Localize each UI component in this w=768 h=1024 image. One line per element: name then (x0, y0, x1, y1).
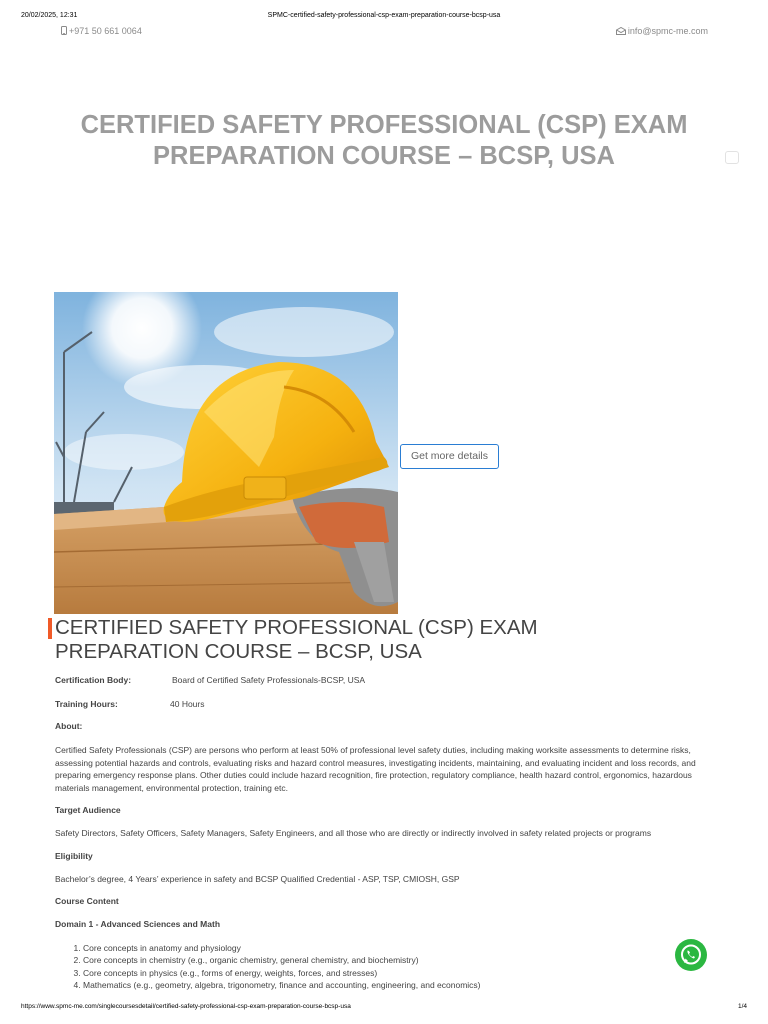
get-more-details-button[interactable]: Get more details (400, 444, 499, 469)
hero-image-hardhat (54, 292, 398, 614)
phone-icon (61, 26, 67, 35)
print-datetime: 20/02/2025, 12:31 (21, 12, 78, 19)
print-footer-page: 1/4 (737, 1003, 747, 1010)
list-item: 3. Core concepts in physics (e.g., forms of energy, weights, forces, and stresses) (83, 967, 481, 979)
chat-toggle-icon[interactable] (725, 151, 739, 164)
target-audience-text: Safety Directors, Safety Officers, Safety Managers, Safety Engineers, and all those who are directly or indirectly involved in safety related projects or programs (55, 828, 652, 838)
phone-number: +971 50 661 0064 (69, 26, 142, 36)
training-hours-label: Training Hours: (55, 699, 118, 709)
domain1-list (55, 942, 481, 991)
training-hours-value: 40 Hours (170, 699, 205, 709)
about-text: Certified Safety Professionals (CSP) are persons who perform at least 50% of professional level safety duties, including making worksite assessments to determine risks, assessing potential hazards and controls, evaluating risks and hazard control measures, investigating incidents, maintaining, and evaluating incident and loss records, and preparing emergency response plans. Other duties could include hazard recognition, fire protection, regulatory compliance, health hazard control, ergonomics, hazardous materials management, environmental protection, training etc. (55, 745, 696, 793)
eligibility-label: Eligibility (55, 851, 93, 861)
about-label: About: (55, 721, 83, 731)
print-footer-url: https://www.spmc-me.com/singlecoursesdetail/certified-safety-professional-csp-exam-preparation-course-bcsp-usa (21, 1003, 351, 1010)
course-content-label: Course Content (55, 896, 119, 906)
whatsapp-button[interactable] (675, 939, 707, 971)
email-contact[interactable] (616, 26, 708, 36)
target-audience-label: Target Audience (55, 805, 121, 815)
whatsapp-icon (675, 939, 707, 971)
email-address: info@spmc-me.com (627, 26, 708, 36)
list-item: 1. Core concepts in anatomy and physiology (83, 942, 481, 954)
hero-title: CERTIFIED SAFETY PROFESSIONAL (CSP) EXAM PREPARATION COURSE – BCSP, USA (80, 111, 688, 170)
certification-body-label: Certification Body: (55, 675, 132, 685)
list-item: 2. Core concepts in chemistry (e.g., organic chemistry, general chemistry, and biochemistry) (83, 954, 481, 966)
list-item: 4. Mathematics (e.g., geometry, algebra, trigonometry, finance and accounting, engineering, and economics) (83, 979, 481, 991)
title-accent-bar (48, 618, 52, 639)
domain1-label: Domain 1 - Advanced Sciences and Math (55, 919, 221, 929)
print-page-title: SPMC-certified-safety-professional-csp-exam-preparation-course-bcsp-usa (267, 12, 501, 19)
eligibility-text: Bachelor’s degree, 4 Years’ experience in safety and BCSP Qualified Credential - ASP, TSP, CMIOSH, GSP (55, 874, 460, 884)
certification-body-value: Board of Certified Safety Professionals-BCSP, USA (172, 675, 366, 685)
phone-contact[interactable] (61, 26, 142, 36)
envelope-icon (616, 27, 626, 35)
course-title: CERTIFIED SAFETY PROFESSIONAL (CSP) EXAM PREPARATION COURSE – BCSP, USA (55, 616, 538, 663)
